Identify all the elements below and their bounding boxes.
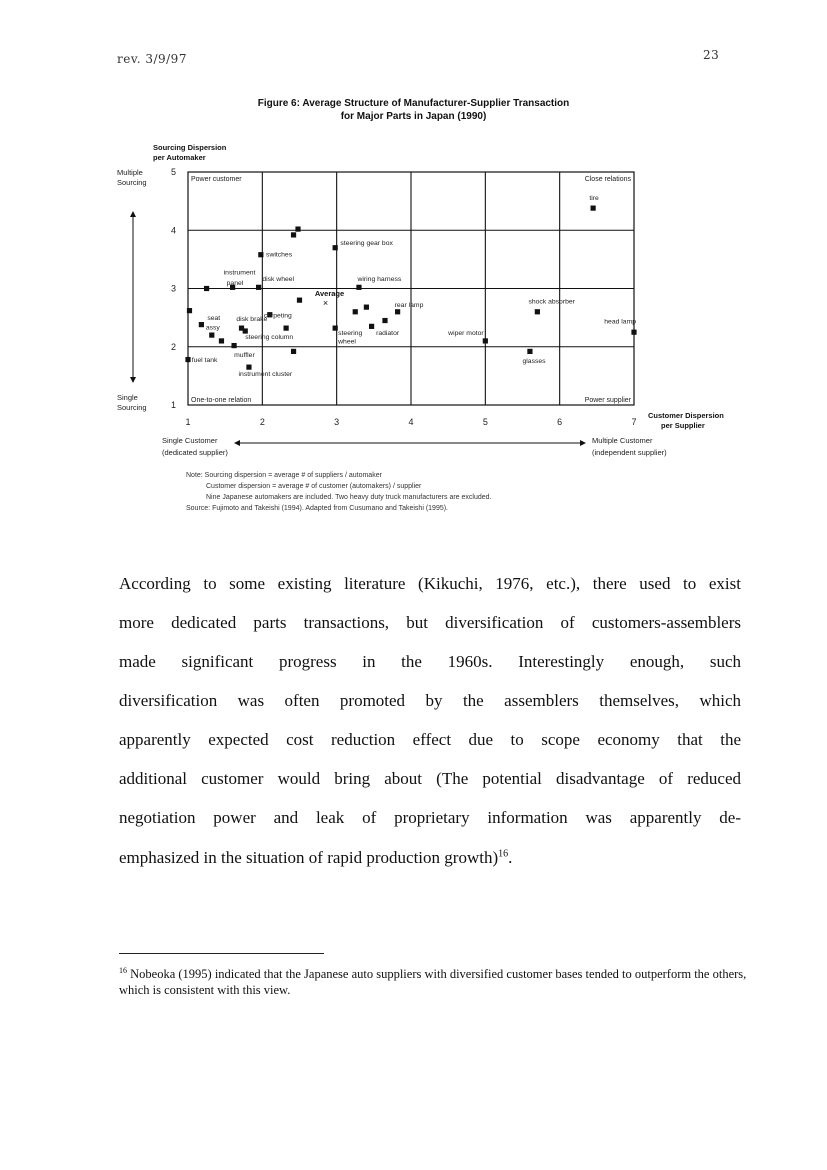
body-paragraph	[119, 574, 741, 874]
y-tick-label: 5	[170, 167, 176, 177]
paragraph-line: apparently expected cost reduction effect due to scope economy that the	[119, 730, 741, 749]
figure-source: Source: Fujimoto and Takeishi (1994). Adapted from Cusumano and Takeishi (1995).	[186, 505, 449, 512]
point-annotation: wiring harness	[357, 275, 402, 283]
point-annotation: steering	[338, 330, 363, 338]
data-point	[204, 286, 209, 291]
point-annotation: shock absorber	[528, 298, 575, 306]
data-point	[258, 252, 263, 257]
data-point	[382, 318, 387, 323]
single-sourcing-label-2: Sourcing	[117, 403, 147, 412]
point-annotation: rear lamp	[394, 302, 424, 310]
paragraph-line-last	[119, 848, 741, 868]
x-tick-label: 7	[631, 417, 637, 427]
single-customer-label-1: Single Customer	[162, 436, 218, 445]
data-point	[291, 232, 296, 237]
figure-note-1: Note: Sourcing dispersion = average # of suppliers / automaker	[186, 472, 382, 479]
point-annotation: switches	[266, 251, 293, 259]
point-annotation: instrument cluster	[238, 370, 293, 378]
point-annotation: fuel tank	[191, 356, 218, 364]
point-annotation: muffler	[234, 352, 255, 360]
data-point	[209, 333, 214, 338]
data-point	[527, 349, 532, 354]
point-annotation: steering column	[245, 334, 294, 342]
single-sourcing-label-1: Single	[117, 393, 138, 402]
figure-note-3: Nine Japanese automakers are included. Two heavy duty truck manufacturers are excluded.	[206, 494, 492, 501]
data-point	[535, 309, 540, 314]
point-annotation: wheel	[338, 338, 356, 346]
data-point	[353, 309, 358, 314]
x-tick-label: 1	[185, 417, 191, 427]
data-point	[333, 326, 338, 331]
data-point	[333, 245, 338, 250]
data-point	[631, 330, 636, 335]
y-tick-label: 3	[170, 283, 176, 294]
paragraph-line: more dedicated parts transactions, but diversification of customers-assemblers	[119, 613, 741, 632]
multiple-customer-label-1: Multiple Customer	[592, 436, 653, 445]
point-annotation: instrument	[223, 269, 256, 277]
x-tick-label: 3	[334, 417, 340, 427]
point-annotation: tire	[589, 194, 599, 202]
point-annotation: radiator	[376, 330, 400, 338]
figure-title-line2: for Major Parts in Japan (1990)	[340, 111, 487, 122]
data-point	[243, 328, 248, 333]
footnote	[119, 963, 759, 998]
multiple-sourcing-label-2: Sourcing	[117, 178, 147, 187]
paragraph-end: .	[508, 848, 513, 867]
revision-date: rev. 3/9/97	[117, 52, 187, 66]
corner-label-bottom-right: Power supplier	[584, 397, 631, 404]
y-tick-label: 2	[170, 341, 176, 352]
paragraph-line: additional customer would bring about (The potential disadvantage of reduced	[119, 769, 741, 788]
multiple-customer-label-2: (independent supplier)	[592, 448, 667, 457]
data-point	[187, 308, 192, 313]
point-annotation: glasses	[522, 358, 546, 366]
point-annotation: wiper motor	[448, 330, 484, 338]
footnote-number: 16	[119, 966, 127, 975]
data-point	[219, 338, 224, 343]
data-point	[356, 285, 361, 290]
point-annotation: carpeting	[263, 312, 292, 320]
paragraph-line: emphasized in the situation of rapid production growth)	[119, 848, 499, 867]
point-annotation: steering gear box	[340, 239, 393, 247]
y-axis-title-line2: per Automaker	[153, 153, 206, 162]
x-axis-title-line1: Customer Dispersion	[648, 411, 724, 420]
y-tick-label: 4	[170, 225, 176, 236]
paragraph-line: According to some existing literature (Kikuchi, 1976, etc.), there used to exist	[119, 574, 741, 593]
point-annotation: panel	[226, 280, 244, 288]
data-point	[483, 338, 488, 343]
single-customer-label-2: (dedicated supplier)	[162, 448, 228, 457]
data-point	[364, 305, 369, 310]
figure-note-2: Customer dispersion = average # of customer (automakers) / supplier	[206, 483, 422, 490]
footnote-text: Nobeoka (1995) indicated that the Japanese auto suppliers with diversified customer bases tended to outperform the others, which is consistent with this view.	[119, 967, 747, 998]
point-annotation: assy	[205, 324, 220, 332]
point-annotation: disk wheel	[262, 275, 295, 283]
scatter-chart	[0, 0, 827, 460]
data-point	[284, 326, 289, 331]
data-point	[246, 365, 251, 370]
data-point	[185, 357, 190, 362]
x-tick-label: 5	[482, 417, 488, 427]
page-number: 23	[703, 48, 720, 62]
point-annotation: seat	[207, 314, 221, 322]
paragraph-line: diversification was often promoted by the assemblers themselves, which	[119, 691, 741, 710]
data-point	[395, 309, 400, 314]
point-annotation: head lamp	[604, 318, 637, 326]
multiple-sourcing-label-1: Multiple	[117, 168, 143, 177]
average-label: Average	[314, 289, 345, 299]
x-tick-label: 4	[408, 417, 414, 427]
data-point	[295, 226, 300, 231]
figure-title-line1: Figure 6: Average Structure of Manufacturer-Supplier Transaction	[257, 98, 570, 109]
corner-label-bottom-left: One-to-one relation	[191, 397, 252, 404]
y-axis-title-line1: Sourcing Dispersion	[153, 143, 227, 152]
corner-label-top-right: Close relations	[584, 176, 631, 183]
footnote-ref: 16	[498, 848, 509, 860]
data-point	[256, 285, 261, 290]
paragraph-line: made significant progress in the 1960s. Interestingly enough, such	[119, 652, 741, 671]
data-point	[369, 324, 374, 329]
point-annotation: disk brake	[236, 316, 268, 324]
x-tick-label: 2	[259, 417, 265, 427]
data-point	[291, 349, 296, 354]
corner-label-top-left: Power customer	[191, 176, 242, 183]
data-point	[231, 343, 236, 348]
data-point	[591, 206, 596, 211]
paragraph-line: negotiation power and leak of proprietary information was apparently de-	[119, 808, 741, 827]
footnote-separator	[119, 953, 324, 954]
y-tick-label: 1	[170, 400, 176, 410]
data-point	[199, 322, 204, 327]
x-axis-title-line2: per Supplier	[661, 421, 705, 430]
average-marker: ×	[322, 298, 329, 309]
x-tick-label: 6	[557, 417, 563, 427]
data-point	[297, 298, 302, 303]
